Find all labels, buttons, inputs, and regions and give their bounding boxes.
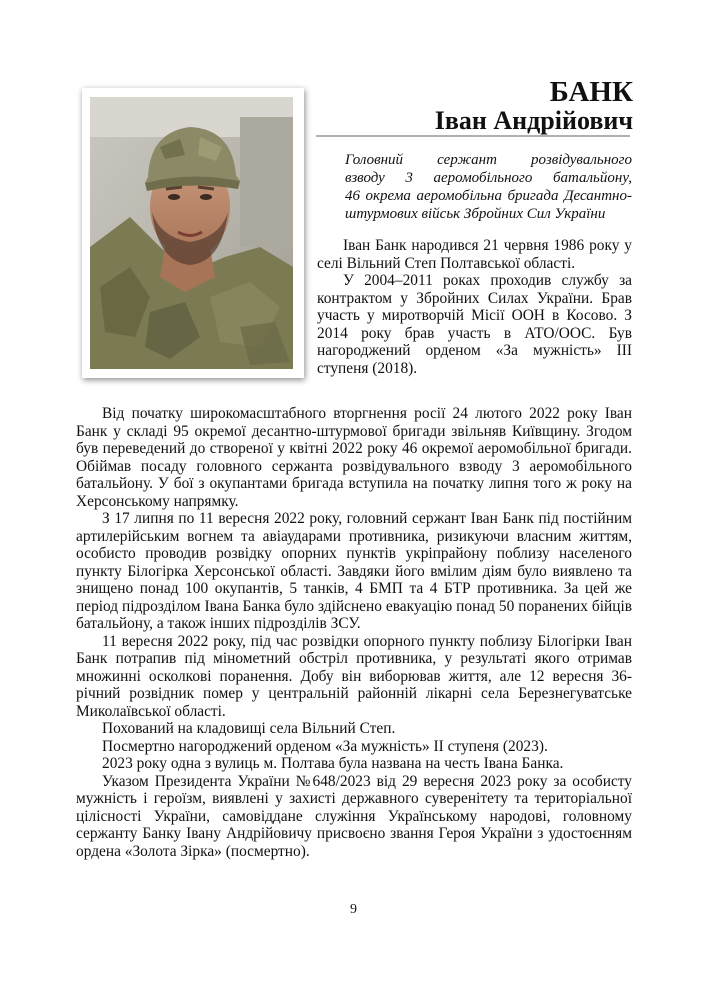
soldier-portrait-photo-icon xyxy=(90,97,293,369)
hero-rank-description xyxy=(345,151,632,223)
rank-line: взводу 3 аеромобільного батальйону, xyxy=(345,170,632,186)
hero-surname: БАНК xyxy=(549,76,633,108)
biography-paragraph: З 17 липня по 11 вересня 2022 року, головний сержант Іван Банк під постійним артилерійським вогнем та авіаударами противника, ризикуючи власним життям, особисто проводив розвідку опорних пунктів укріпрайону поблизу населеного пункту Білогірка Херсонської області. Завдяки його вмілим діям було виявлено та знищено понад 100 окупантів, 5 танків, 4 БМП та 4 БТР противника. За цей же період підрозділом Івана Банка було здійснено евакуацію понад 50 поранених бійців батальйону, а також інших підрозділів ЗСУ. xyxy=(76,510,632,632)
header-divider xyxy=(316,135,630,137)
rank-line: штурмових військ Збройних Сил України xyxy=(345,206,606,222)
biography-main-text xyxy=(76,405,632,860)
rank-line: 46 окрема аеромобільна бригада Десантно- xyxy=(345,188,632,204)
rank-line: Головний сержант розвідувального xyxy=(345,152,632,168)
biography-paragraph: Указом Президента України №648/2023 від 29 вересня 2023 року за особисту мужність і героїзм, виявлені у захисті державного суверенітету та територіальної цілісності України, самовіддане служіння Українському народові, головному сержанту Банку Івану Андрійовичу присвоєно звання Героя України з удостоєнням ордена «Золота Зірка» (посмертно). xyxy=(76,772,632,860)
biography-side-column xyxy=(317,237,632,377)
biography-paragraph: Від початку широкомасштабного вторгнення росії 24 лютого 2022 року Іван Банк у складі 95 окремої десантно-штурмової бригади звільняв Київщину. Згодом був переведений до створеної у квітні 2022 року 46 окремої аеромобільної бригади. Обіймав посаду головного сержанта розвідувального взводу 3 аеромобільного батальйону. У бої з окупантами бригада вступила на початку липня того ж року на Херсонському напрямку. xyxy=(76,405,632,510)
biography-paragraph: Похований на кладовищі села Вільний Степ. xyxy=(102,720,396,737)
biography-paragraph: 2023 року одна з вулиць м. Полтава була названа на честь Івана Банка. xyxy=(102,755,564,772)
biography-paragraph: Іван Банк народився 21 червня 1986 року у селі Вільний Степ Полтавської області. xyxy=(317,237,632,272)
biography-paragraph: Посмертно нагороджений орденом «За мужність» ІІ ступеня (2023). xyxy=(102,737,548,755)
biography-paragraph: 11 вересня 2022 року, під час розвідки опорного пункту поблизу Білогірки Іван Банк потрапив під мінометний обстріл противника, у результаті якого отримав множинні осколкові поранення. Добу він виборював життя, але 12 вересня 36-річний розвідник помер у центральній районній лікарні села Березнегуватське Миколаївської області. xyxy=(76,632,632,720)
portrait-photo-frame xyxy=(82,88,304,378)
page-number: 9 xyxy=(350,902,357,917)
hero-given-names: Іван Андрійович xyxy=(434,106,633,135)
biography-paragraph: У 2004–2011 роках проходив службу за контрактом у Збройних Силах України. Брав участь у миротворчій Місії ООН в Косово. З 2014 року брав участь в АТО/ООС. Був нагороджений орденом «За мужність» ІІІ ступеня (2018). xyxy=(317,272,632,377)
